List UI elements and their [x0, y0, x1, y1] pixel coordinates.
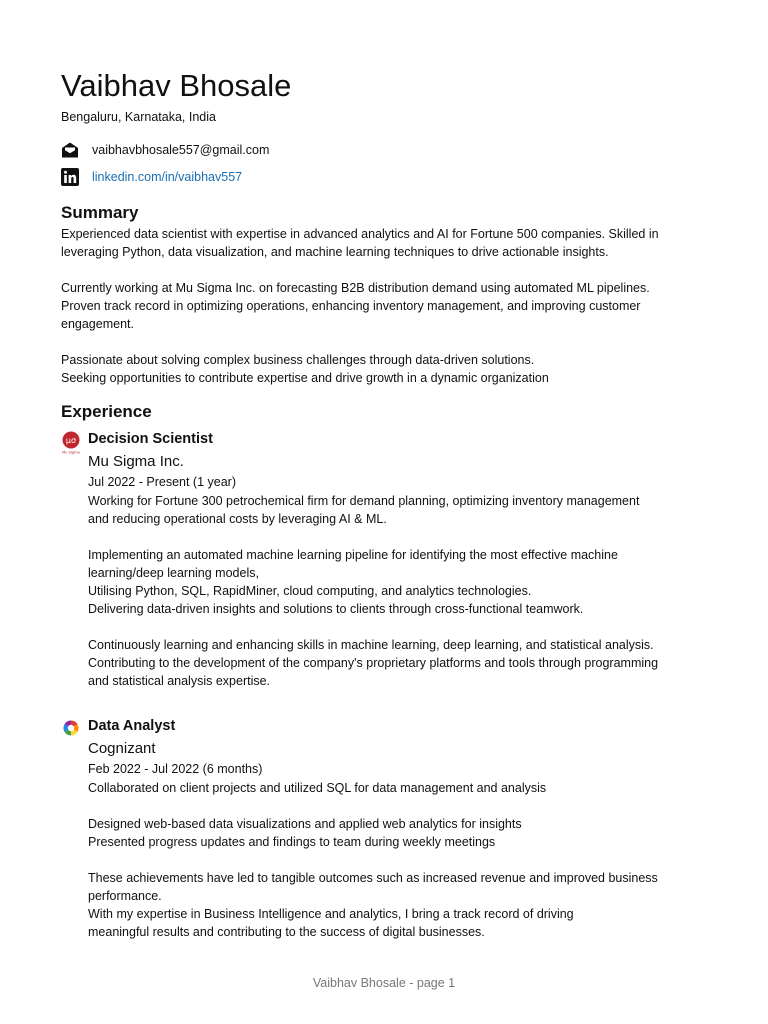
job-dates: Jul 2022 - Present (1 year) [88, 475, 236, 489]
linkedin-link[interactable]: linkedin.com/in/vaibhav557 [92, 170, 243, 184]
candidate-name: Vaibhav Bhosale [61, 68, 292, 103]
summary-line: Proven track record in optimizing operations, enhancing inventory management, and improving customer [61, 299, 641, 313]
summary-line: engagement. [61, 317, 134, 331]
job-description-line: and statistical analysis expertise. [88, 674, 271, 688]
job-description-line: Implementing an automated machine learning pipeline for identifying the most effective machine [88, 548, 618, 562]
email-text: vaibhavbhosale557@gmail.com [92, 143, 270, 157]
job-description [88, 492, 688, 690]
candidate-location: Bengaluru, Karnataka, India [61, 110, 216, 124]
cognizant-logo-icon [61, 718, 81, 742]
job-description-gap [88, 797, 688, 815]
job-description-line: Collaborated on client projects and utilized SQL for data management and analysis [88, 781, 547, 795]
summary-line [61, 261, 681, 279]
job-description-gap [88, 528, 688, 546]
job-description-line: and reducing operational costs by leveraging AI & ML. [88, 512, 387, 526]
job-description-line: Contributing to the development of the company's proprietary platforms and tools through programming [88, 656, 659, 670]
mu-sigma-logo-mark: μσ [65, 436, 77, 445]
job-description-line: meaningful results and contributing to the success of digital businesses. [88, 925, 485, 939]
job-description-line: Utilising Python, SQL, RapidMiner, cloud computing, and analytics technologies. [88, 584, 532, 598]
job-description-gap [88, 851, 688, 869]
summary-line: Currently working at Mu Sigma Inc. on forecasting B2B distribution demand using automated ML pipelines. [61, 281, 650, 295]
mu-sigma-logo-icon [61, 431, 81, 455]
job-description-line: performance. [88, 889, 162, 903]
summary-heading: Summary [61, 203, 139, 222]
job-description-line: Delivering data-driven insights and solutions to clients through cross-functional teamwork. [88, 602, 584, 616]
job-description-line: Designed web-based data visualizations and applied web analytics for insights [88, 817, 522, 831]
summary-line: Experienced data scientist with expertise in advanced analytics and AI for Fortune 500 companies. Skilled in [61, 227, 659, 241]
email-row [61, 141, 269, 159]
summary-line [61, 333, 681, 351]
job-description-line: With my expertise in Business Intelligence and analytics, I bring a track record of driving [88, 907, 574, 921]
summary-line: leveraging Python, data visualization, and machine learning techniques to drive actionable insights. [61, 245, 609, 259]
mu-sigma-logo-text: Mu Sigma [62, 450, 80, 455]
job-title: Decision Scientist [88, 431, 213, 447]
job-title: Data Analyst [88, 718, 176, 734]
job-dates: Feb 2022 - Jul 2022 (6 months) [88, 762, 263, 776]
job-description-line: Working for Fortune 300 petrochemical firm for demand planning, optimizing inventory management [88, 494, 640, 508]
summary-line: Seeking opportunities to contribute expertise and drive growth in a dynamic organization [61, 371, 549, 385]
job-company: Cognizant [88, 740, 156, 757]
experience-heading: Experience [61, 402, 152, 421]
job-description-gap [88, 618, 688, 636]
job-description-line: Presented progress updates and findings to team during weekly meetings [88, 835, 496, 849]
linkedin-row [61, 168, 242, 186]
job-company: Mu Sigma Inc. [88, 453, 184, 470]
summary-line: Passionate about solving complex business challenges through data-driven solutions. [61, 353, 535, 367]
mail-icon [61, 141, 79, 159]
job-description-line: These achievements have led to tangible outcomes such as increased revenue and improved business [88, 871, 658, 885]
job-description-line: learning/deep learning models, [88, 566, 259, 580]
job-description [88, 779, 688, 941]
job-description-line: Continuously learning and enhancing skills in machine learning, deep learning, and statistical analysis. [88, 638, 654, 652]
linkedin-icon[interactable] [61, 168, 79, 186]
page-footer: Vaibhav Bhosale - page 1 [312, 976, 456, 990]
summary-text [61, 225, 681, 387]
